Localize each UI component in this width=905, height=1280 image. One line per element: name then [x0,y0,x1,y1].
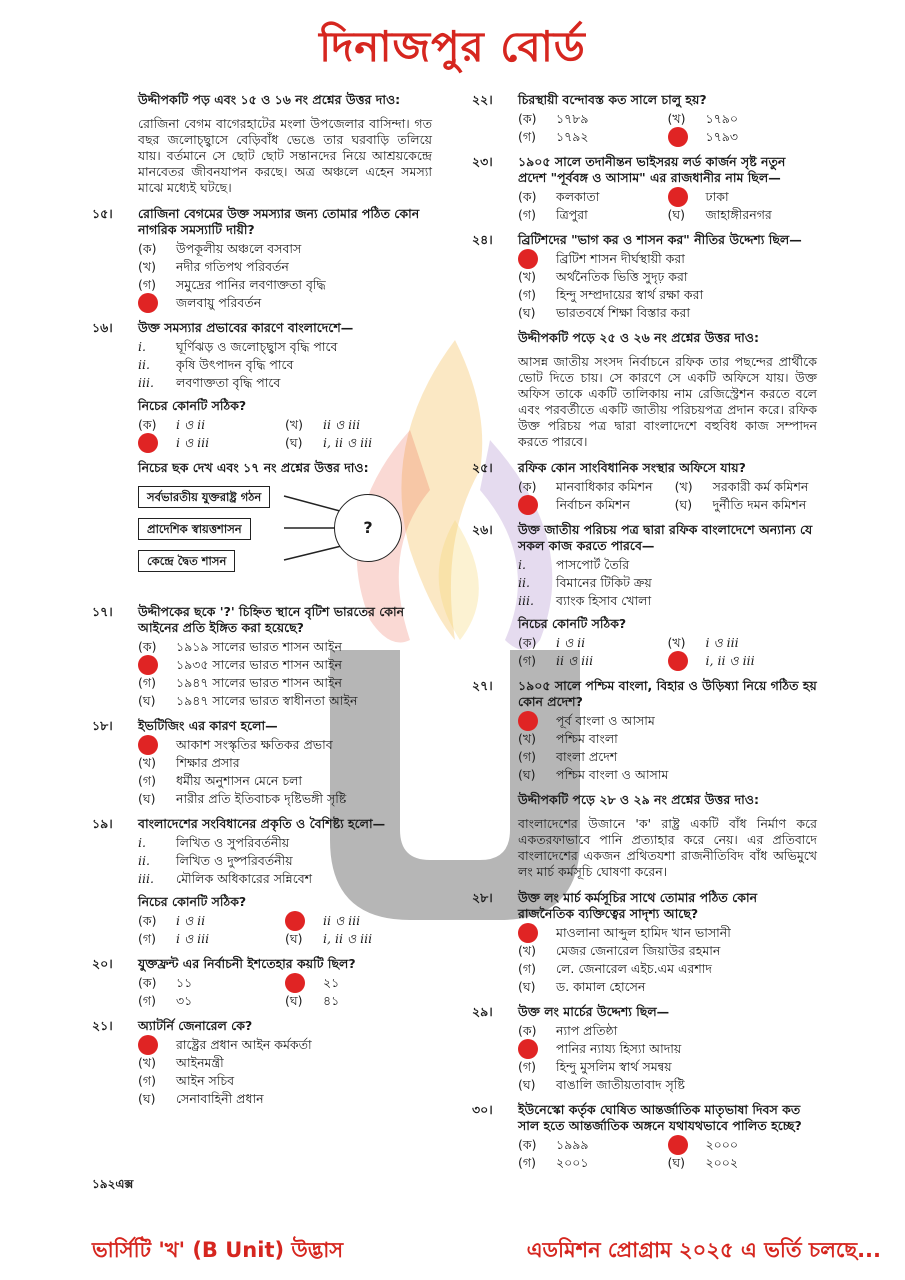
option-label: (গ) [518,1059,536,1074]
option-text: জাহাঙ্গীরনগর [705,207,772,222]
option-label: (খ) [285,417,303,432]
option-text: ১৯৯৯ [556,1137,589,1152]
option-label: (ক) [138,913,157,928]
statement-number: i. [138,835,146,850]
question-18 [92,718,432,808]
question-text: রোজিনা বেগমের উক্ত সমস্যার জন্য তোমার পঠিত কোন নাগরিক সমস্যাটি দায়ী? [138,206,420,237]
statement [138,870,432,888]
option-text: হিন্দু মুসলিম স্বার্থ সমন্বয় [556,1059,672,1074]
question-text: উদ্দীপকের ছকে '?' চিহ্নিত স্থানে বৃটিশ ভারতের কোন আইনের প্রতি ইঙ্গিত করা হয়েছে? [138,604,405,635]
option-kha[interactable] [518,942,817,960]
option-text: ব্রিটিশ শাসন দীর্ঘস্থায়ী করা [556,251,685,266]
option-label: (গ) [518,653,536,668]
statement-number: ii. [138,357,150,372]
option-text: ঢাকা [705,189,729,204]
option-text: i ও ii [176,417,206,432]
answer-mark-dot [138,433,158,453]
statement [518,574,817,592]
option-label: (ক) [138,417,157,432]
option-kha[interactable] [285,416,432,434]
option-kha[interactable] [518,1040,817,1058]
option-kha[interactable] [668,110,818,128]
question-16 [92,320,432,452]
option-text: লে. জেনারেল এইচ.এম এরশাদ [556,961,712,976]
option-ga[interactable] [518,128,668,146]
question-number: ২৯। [472,1004,493,1019]
option-text: i ও iii [176,435,210,450]
diagram-box-dyarchy: কেন্দ্রে দ্বৈত শাসন [138,550,235,572]
question-21 [92,1018,432,1108]
answer-mark-dot [668,187,688,207]
option-text: ২০০১ [556,1155,589,1170]
option-label: (ক) [518,189,537,204]
option-label: (ঘ) [285,993,303,1008]
question-number: ১৯। [92,816,113,831]
option-gha[interactable] [668,652,818,670]
answer-mark-dot [285,911,305,931]
question-text: ১৯০৫ সালে পশ্চিম বাংলা, বিহার ও উড়িষ্যা নিয়ে গঠিত হয় কোন প্রদেশ? [518,678,817,709]
option-label: (গ) [518,207,536,222]
option-label: (ঘ) [518,1077,536,1092]
option-text: মানবাধিকার কমিশন [556,479,653,494]
statement-number: ii. [138,853,150,868]
option-text: ১১ [176,975,193,990]
option-ka[interactable] [138,240,432,258]
option-kha[interactable] [138,1054,432,1072]
board-title: দিনাজপুর বোর্ড [319,22,586,71]
option-text: সরকারী কর্ম কমিশন [712,479,809,494]
answer-mark-dot [138,293,158,313]
option-label: (ঘ) [285,435,303,450]
option-text: ১৭৯৩ [705,129,738,144]
option-text: বাঙালি জাতীয়তাবাদ সৃষ্টি [556,1077,685,1092]
diagram-box-provincial-autonomy: প্রাদেশিক স্বায়ত্তশাসন [138,518,251,540]
option-text: আইন সচিব [176,1073,235,1088]
option-kha[interactable] [675,478,817,496]
passage-text: রোজিনা বেগম বাগেরহাটের মংলা উপজেলার বাসিন্দা। গত বছর জলোচ্ছ্বাসে বেড়িবাঁধ ভেঙে তার ঘরবাড়ি তলিয়ে যায়। বর্তমানে সে ছোট ছোট সন্তানদের নিয়ে আশ্রয়কেন্দ্রে মানবেতর জীবনযাপন করছে। অত্র অঞ্চলে এহেন সমস্যা মাঝে মধ্যেই ঘটছে। [138,116,432,195]
footer-admission-notice: এডমিশন প্রোগ্রাম ২০২৫ এ ভর্তি চলছে... [526,1238,881,1262]
option-kha[interactable] [668,188,818,206]
option-text: ভারতবর্ষে শিক্ষা বিস্তার করা [556,305,690,320]
option-gha[interactable] [518,1076,817,1094]
option-kha[interactable] [668,1136,818,1154]
option-text: সেনাবাহিনী প্রধান [176,1091,264,1106]
option-text: i ও ii [176,913,206,928]
statement [138,338,432,356]
option-label: (ক) [518,479,537,494]
option-text: মাওলানা আব্দুল হামিদ খান ভাসানী [556,925,731,940]
passage-intro: উদ্দীপকটি পড়ে ২৮ ও ২৯ নং প্রশ্নের উত্তর দাও: [518,792,759,807]
option-label: (খ) [674,479,693,494]
option-label: (খ) [667,111,686,126]
option-label: (ঘ) [667,1155,685,1170]
statement [138,374,432,392]
page-code: ১৯২এক্স [92,1177,134,1191]
option-label: (ক) [518,1023,537,1038]
question-28 [472,890,817,996]
option-ga[interactable] [138,772,432,790]
option-ka[interactable] [138,974,285,992]
option-text: ত্রিপুরা [556,207,588,222]
question-number: ২৫। [472,460,493,475]
answer-mark-dot [668,1135,688,1155]
option-label: (ক) [138,639,157,654]
option-label: (গ) [138,675,156,690]
option-text: শিক্ষার প্রসার [176,755,240,770]
option-label: (ঘ) [138,1091,156,1106]
statement-text: লবণাক্ততা বৃদ্ধি পাবে [176,375,281,390]
option-gha[interactable] [285,992,432,1010]
option-text: বাংলা প্রদেশ [556,749,618,764]
diagram [138,484,432,594]
statement-number: ii. [518,575,530,590]
option-gha[interactable] [668,206,818,224]
option-label: (খ) [138,259,156,274]
option-ga[interactable] [138,276,432,294]
statement-text: ব্যাংক হিসাব খোলা [556,593,652,608]
option-ka[interactable] [138,638,432,656]
option-ka[interactable] [518,110,668,128]
option-ga[interactable] [518,496,675,514]
option-label: (গ) [138,773,156,788]
option-ga[interactable] [518,1154,668,1172]
option-gha[interactable] [285,930,432,948]
option-text: আকাশ সংস্কৃতির ক্ষতিকর প্রভাব [176,737,333,752]
option-ka[interactable] [518,1022,817,1040]
passage-text: বাংলাদেশের উজানে 'ক' রাষ্ট্র একটি বাঁধ নির্মাণ করে একতরফাভাবে পানি প্রত্যাহার করে নেয়। এর প্রতিবাদে বাংলাদেশের একজন প্রথিতযশা রাজনীতিবিদ বাঁধ অভিমুখে লং মার্চ কর্মসূচি ঘোষণা করেন। [518,816,817,879]
statement-text: কৃষি উৎপাদন বৃদ্ধি পাবে [176,357,294,372]
option-text: i ও ii [556,635,586,650]
passage-intro: উদ্দীপকটি পড়ে ২৫ ও ২৬ নং প্রশ্নের উত্তর দাও: [518,330,760,345]
option-label: (গ) [138,993,156,1008]
answer-mark-dot [518,249,538,269]
option-ka[interactable] [518,250,817,268]
question-number: ২০। [92,956,113,971]
option-ka[interactable] [518,188,668,206]
which-correct: নিচের কোনটি সঠিক? [138,894,247,909]
option-ga[interactable] [138,674,432,692]
option-text: i, ii ও iii [323,931,373,946]
question-text: উক্ত জাতীয় পরিচয় পত্র দ্বারা রফিক বাংলাদেশে অন্যান্য যে সকল কাজ করতে পারবে— [518,522,813,553]
option-label: (ক) [518,111,537,126]
option-label: (ঘ) [518,767,536,782]
option-text: অর্থনৈতিক ভিত্তি সুদৃঢ় করা [556,269,688,284]
option-kha[interactable] [518,730,817,748]
option-text: রাষ্ট্রের প্রধান আইন কর্মকর্তা [176,1037,312,1052]
passage-text: আসন্ন জাতীয় সংসদ নির্বাচনে রফিক তার পছন্দের প্রার্থীকে ভোট দিতে চায়। সে কারণে সে একটি অফিসে যায়। উক্ত অফিস তাকে একটি তালিকায় নাম রেজিস্ট্রেশন করতে বলে এবং পরবর্তীতে একটি জাতীয় পরিচয়পত্র প্রদান করে। রফিক উক্ত পরিচয় পত্র দ্বারা বাংলাদেশে বহুবিধ কাজ সম্পাদন করতে পারবে। [518,354,817,449]
option-label: (ক) [138,241,157,256]
left-column [92,92,432,1116]
option-text: নদীর গতিপথ পরিবর্তন [176,259,289,274]
option-ka[interactable] [138,912,285,930]
answer-mark-dot [668,651,688,671]
option-gha[interactable] [138,692,432,710]
option-gha[interactable] [518,978,817,996]
question-text: যুক্তফ্রন্ট এর নির্বাচনী ইশতেহার কয়টি ছিল? [138,956,356,971]
option-text: ৪১ [323,993,340,1008]
answer-mark-dot [138,1035,158,1055]
option-kha[interactable] [285,912,432,930]
statement [138,852,432,870]
option-gha[interactable] [518,304,817,322]
statement-number: iii. [138,871,154,886]
answer-mark-dot [518,711,538,731]
question-20 [92,956,432,1010]
option-label: (ক) [518,1137,537,1152]
question-text: বাংলাদেশের সংবিধানের প্রকৃতি ও বৈশিষ্ট্য হলো— [138,816,386,831]
option-text: ১৯৪৭ সালের ভারত স্বাধীনতা আইন [176,693,358,708]
option-label: (খ) [518,731,536,746]
option-text: i, ii ও iii [323,435,373,450]
option-text: ১৭৮৯ [556,111,589,126]
option-label: (গ) [138,931,156,946]
option-text: নারীর প্রতি ইতিবাচক দৃষ্টিভঙ্গী সৃষ্টি [176,791,347,806]
question-number: ২৭। [472,678,493,693]
option-text: i ও iii [705,635,739,650]
option-text: ১৯৪৭ সালের ভারত শাসন আইন [176,675,342,690]
option-label: (খ) [138,755,156,770]
option-text: ২১ [323,975,340,990]
option-kha[interactable] [138,754,432,772]
statement [138,834,432,852]
question-number: ১৭। [92,604,113,619]
option-text: ১৭৯২ [556,129,589,144]
option-ga[interactable] [138,1072,432,1090]
option-ka[interactable] [138,736,432,754]
option-text: ii ও iii [323,913,361,928]
option-kha[interactable] [138,656,432,674]
answer-mark-dot [138,655,158,675]
option-gha[interactable] [668,128,818,146]
option-kha[interactable] [668,634,818,652]
question-text: ইভটিজিং এর কারণ হলো— [138,718,278,733]
option-text: উপকূলীয় অঞ্চলে বসবাস [176,241,302,256]
question-number: ২৬। [472,522,493,537]
option-label: (গ) [518,961,536,976]
option-ga[interactable] [518,206,668,224]
option-text: ২০০২ [705,1155,739,1170]
option-label: (গ) [518,1155,536,1170]
option-label: (খ) [138,1055,156,1070]
option-gha[interactable] [138,790,432,808]
option-label: (ঘ) [674,497,693,512]
question-text: চিরস্থায়ী বন্দোবস্ত কত সালে চালু হয়? [518,92,707,107]
option-text: হিন্দু সম্প্রদায়ের স্বার্থ রক্ষা করা [556,287,704,302]
question-text: ব্রিটিশদের "ভাগ কর ও শাসন কর" নীতির উদ্দেশ্য ছিল— [518,232,802,247]
diagram-box-federation: সর্বভারতীয় যুক্তরাষ্ট্র গঠন [138,486,270,508]
option-label: (গ) [518,749,536,764]
option-text: আইনমন্ত্রী [176,1055,224,1070]
passage-intro: উদ্দীপকটি পড় এবং ১৫ ও ১৬ নং প্রশ্নের উত্তর দাও: [138,92,401,107]
option-text: নির্বাচন কমিশন [556,497,630,512]
answer-mark-dot [668,127,688,147]
question-number: ১৫। [92,206,113,221]
answer-mark-dot [138,735,158,755]
footer-brand: ভার্সিটি 'খ' (B Unit) উদ্ভাস [92,1238,344,1262]
question-text: উক্ত লং মার্চ কর্মসূচির সাথে তোমার পঠিত কোন রাজনৈতিক ব্যক্তিত্বের সাদৃশ্য আছে? [518,890,758,921]
answer-mark-dot [518,1039,538,1059]
question-number: ১৬। [92,320,113,335]
question-number: ২৪। [472,232,493,247]
statement-text: মৌলিক অধিকারের সন্নিবেশ [176,871,313,886]
option-text: i, ii ও iii [705,653,755,668]
option-ga[interactable] [138,930,285,948]
option-ka[interactable] [518,712,817,730]
question-text: ইউনেস্কো কর্তৃক ঘোষিত আন্তর্জাতিক মাতৃভাষা দিবস কত সাল হতে আন্তর্জাতিক অঙ্গনে যথাযথভাবে পালিত হচ্ছে? [518,1102,802,1133]
question-22 [472,92,817,146]
option-ka[interactable] [518,924,817,942]
option-ka[interactable] [518,1136,668,1154]
statement-number: i. [138,339,146,354]
option-ga[interactable] [518,960,817,978]
which-correct: নিচের কোনটি সঠিক? [138,398,247,413]
option-text: i ও iii [176,931,210,946]
statement-number: iii. [138,375,154,390]
option-label: (ক) [138,975,157,990]
answer-mark-dot [285,973,305,993]
option-text: ২০০০ [705,1137,739,1152]
option-label: (খ) [667,635,686,650]
question-number: ১৮। [92,718,113,733]
answer-mark-dot [518,923,538,943]
option-text: ii ও iii [323,417,361,432]
option-ka[interactable] [138,1036,432,1054]
option-ga[interactable] [518,748,817,766]
option-text: মেজর জেনারেল জিয়াউর রহমান [556,943,721,958]
option-text: দুর্নীতি দমন কমিশন [712,497,807,512]
option-text: পূর্ব বাংলা ও আসাম [556,713,655,728]
statement-text: লিখিত ও দুষ্পরিবর্তনীয় [176,853,293,868]
option-ka[interactable] [518,478,675,496]
option-gha[interactable] [675,496,817,514]
option-text: জলবায়ু পরিবর্তন [176,295,262,310]
question-15 [92,206,432,312]
statement-text: লিখিত ও সুপরিবর্তনীয় [176,835,290,850]
option-label: (ঘ) [667,207,685,222]
question-17 [92,604,432,710]
option-ga[interactable] [138,992,285,1010]
question-23 [472,154,817,224]
option-kha[interactable] [138,258,432,276]
question-27 [472,678,817,784]
option-label: (গ) [518,287,536,302]
question-24 [472,232,817,322]
statement [138,356,432,374]
question-text: উক্ত সমস্যার প্রভাবের কারণে বাংলাদেশে— [138,320,354,335]
statement [518,592,817,610]
option-gha[interactable] [668,1154,818,1172]
option-text: ন্যাপ প্রতিষ্ঠা [556,1023,618,1038]
option-text: ১৯৩৫ সালের ভারত শাসন আইন [176,657,342,672]
question-25 [472,460,817,514]
option-ka[interactable] [138,416,285,434]
option-gha[interactable] [138,294,432,312]
option-label: (গ) [138,1073,156,1088]
question-text: ১৯০৫ সালে তদানীন্তন ভাইসরয় লর্ড কার্জন সৃষ্ট নতুন প্রদেশ "পূর্ববঙ্গ ও আসাম" এর রাজধানীর নাম ছিল— [518,154,786,185]
statement-text: পাসপোর্ট তৈরি [556,557,630,572]
question-26 [472,522,817,670]
question-number: ২৮। [472,890,493,905]
statement-text: ঘূর্ণিঝড় ও জলোচ্ছ্বাস বৃদ্ধি পাবে [176,339,338,354]
option-ga[interactable] [138,434,285,452]
option-text: ৩১ [176,993,193,1008]
question-text: রফিক কোন সাংবিধানিক সংস্থার অফিসে যায়? [518,460,746,475]
option-text: ১৯১৯ সালের ভারত শাসন আইন [176,639,342,654]
option-label: (ঘ) [138,791,156,806]
question-number: ২৩। [472,154,493,169]
option-text: ১৭৯০ [705,111,738,126]
question-number: ২২। [472,92,493,107]
statement-text: বিমানের টিকিট ক্রয় [556,575,652,590]
option-label: (গ) [138,277,156,292]
option-text: ধর্মীয় অনুশাসন মেনে চলা [176,773,303,788]
right-column [472,92,817,1180]
option-text: ড. কামাল হোসেন [556,979,646,994]
option-label: (খ) [518,269,536,284]
option-text: সমুদ্রের পানির লবণাক্ততা বৃদ্ধি [176,277,326,292]
diagram-circle: ? [334,494,402,562]
option-text: ii ও iii [556,653,594,668]
option-gha[interactable] [518,766,817,784]
statement-number: i. [518,557,526,572]
question-29 [472,1004,817,1094]
option-text: পশ্চিম বাংলা ও আসাম [556,767,669,782]
option-gha[interactable] [285,434,432,452]
diagram-intro: নিচের ছক দেখ এবং ১৭ নং প্রশ্নের উত্তর দাও: [138,460,369,475]
question-text: উক্ত লং মার্চের উদ্দেশ্য ছিল— [518,1004,670,1019]
option-ga[interactable] [518,1058,817,1076]
statement [518,556,817,574]
answer-mark-dot [518,495,538,515]
question-text: অ্যাটর্নি জেনারেল কে? [138,1018,253,1033]
option-label: (ক) [518,635,537,650]
option-label: (ঘ) [518,979,536,994]
statement-number: iii. [518,593,534,608]
question-19 [92,816,432,948]
option-label: (ঘ) [518,305,536,320]
option-gha[interactable] [138,1090,432,1108]
question-number: ৩০। [472,1102,493,1117]
option-label: (ঘ) [138,693,156,708]
question-number: ২১। [92,1018,113,1033]
option-text: কলকাতা [556,189,600,204]
option-ga[interactable] [518,652,668,670]
option-label: (ঘ) [285,931,303,946]
option-label: (গ) [518,129,536,144]
question-30 [472,1102,817,1172]
which-correct: নিচের কোনটি সঠিক? [518,616,627,631]
option-kha[interactable] [518,268,817,286]
option-ka[interactable] [518,634,668,652]
option-label: (খ) [518,943,536,958]
option-text: পানির ন্যায্য হিস্যা আদায় [556,1041,682,1056]
option-kha[interactable] [285,974,432,992]
option-ga[interactable] [518,286,817,304]
option-text: পশ্চিম বাংলা [556,731,618,746]
